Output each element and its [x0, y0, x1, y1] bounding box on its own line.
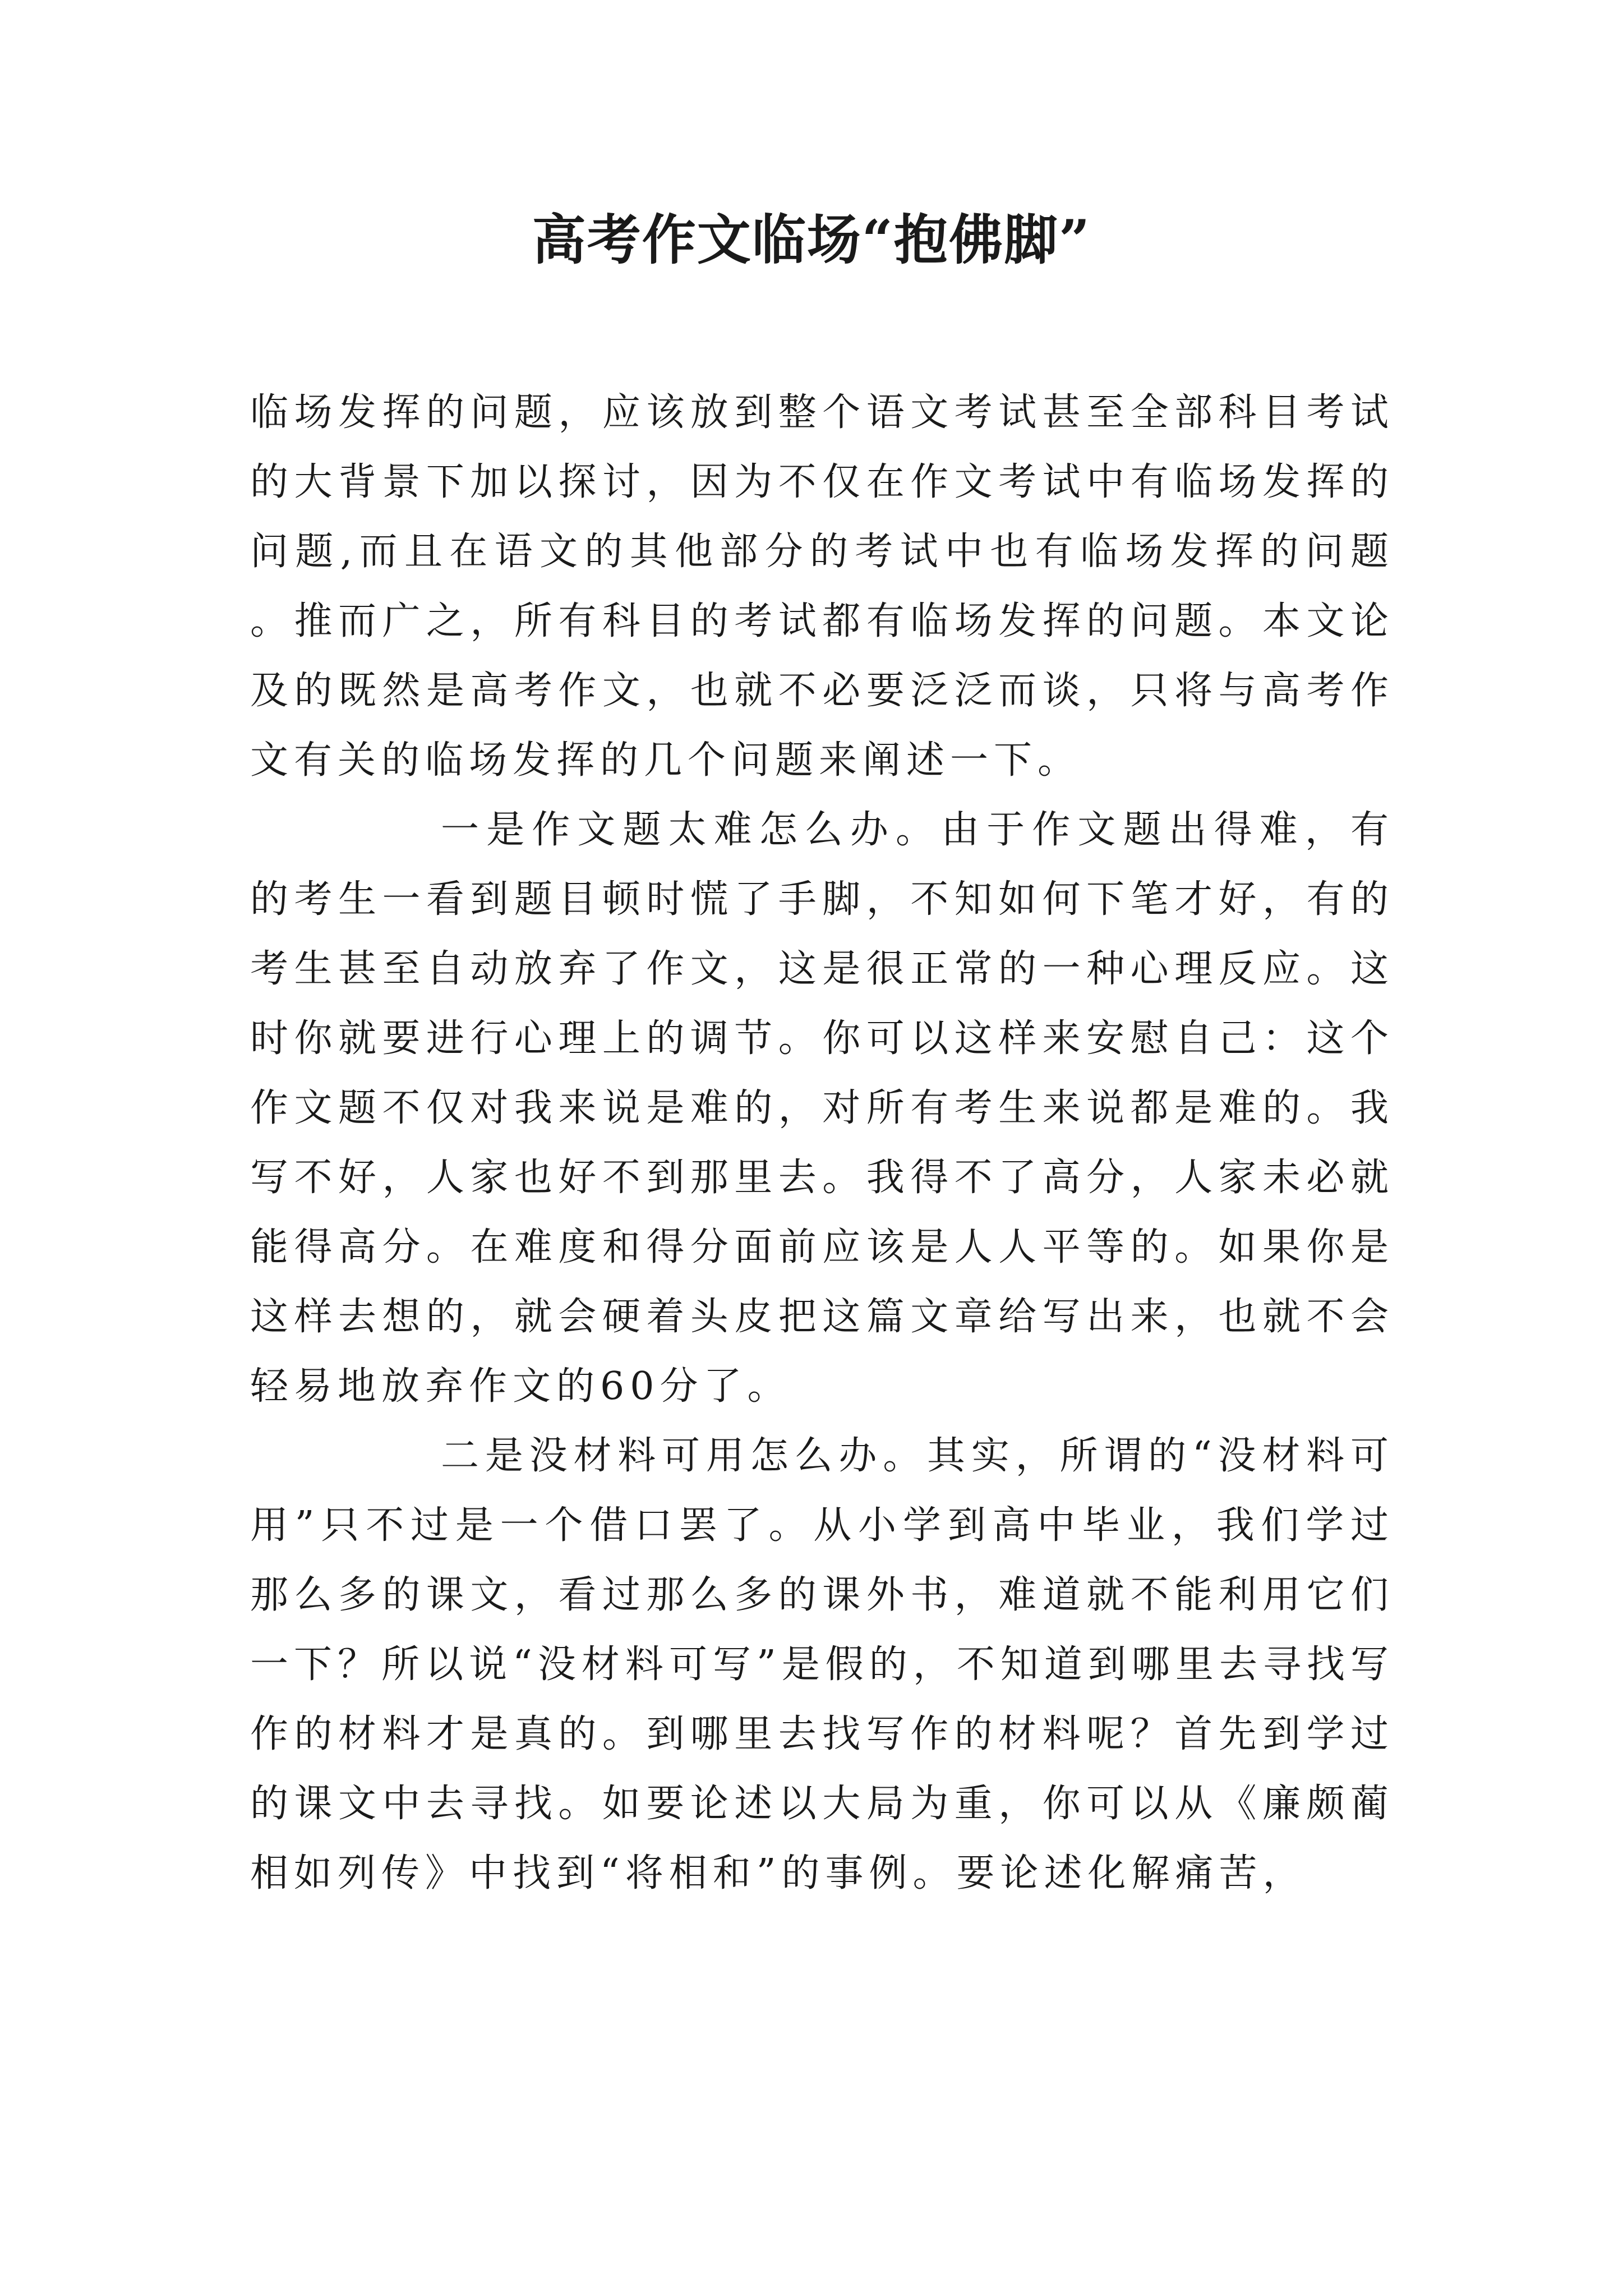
document-body — [250, 378, 1394, 1908]
paragraph-intro: 临场发挥的问题，应该放到整个语文考试甚至全部科目考试的大背景下加以探讨，因为不仅在作文考试中有临场发挥的问题,而且在语文的其他部分的考试中也有临场发挥的问题。推而广之，所有科目的考试都有临场发挥的问题。本文论及的既然是高考作文，也就不必要泛泛而谈，只将与高考作文有关的临场发挥的几个问题来阐述一下。 — [250, 390, 1394, 783]
paragraph-point-one: 一是作文题太难怎么办。由于作文题出得难，有的考生一看到题目顿时慌了手脚，不知如何下笔才好，有的考生甚至自动放弃了作文，这是很正常的一种心理反应。这时你就要进行心理上的调节。你可以这样来安慰自己：这个作文题不仅对我来说是难的，对所有考生来说都是难的。我写不好，人家也好不到那里去。我得不了高分，人家未必就能得高分。在难度和得分面前应该是人人平等的。如果你是这样去想的，就会硬着头皮把这篇文章给写出来，也就不会轻易地放弃作文的60分了。 — [250, 808, 1394, 1409]
paragraph-point-two: 二是没材料可用怎么办。其实，所谓的“没材料可用”只不过是一个借口罢了。从小学到高中毕业，我们学过那么多的课文，看过那么多的课外书，难道就不能利用它们一下？所以说“没材料可写”是假的，不知道到哪里去寻找写作的材料才是真的。到哪里去找写作的材料呢？首先到学过的课文中去寻找。如要论述以大局为重，你可以从《廉颇蔺相如列传》中找到“将相和”的事例。要论述化解痛苦， — [250, 1434, 1394, 1895]
document-title: 高考作文临场“抱佛脚” — [532, 208, 1091, 272]
